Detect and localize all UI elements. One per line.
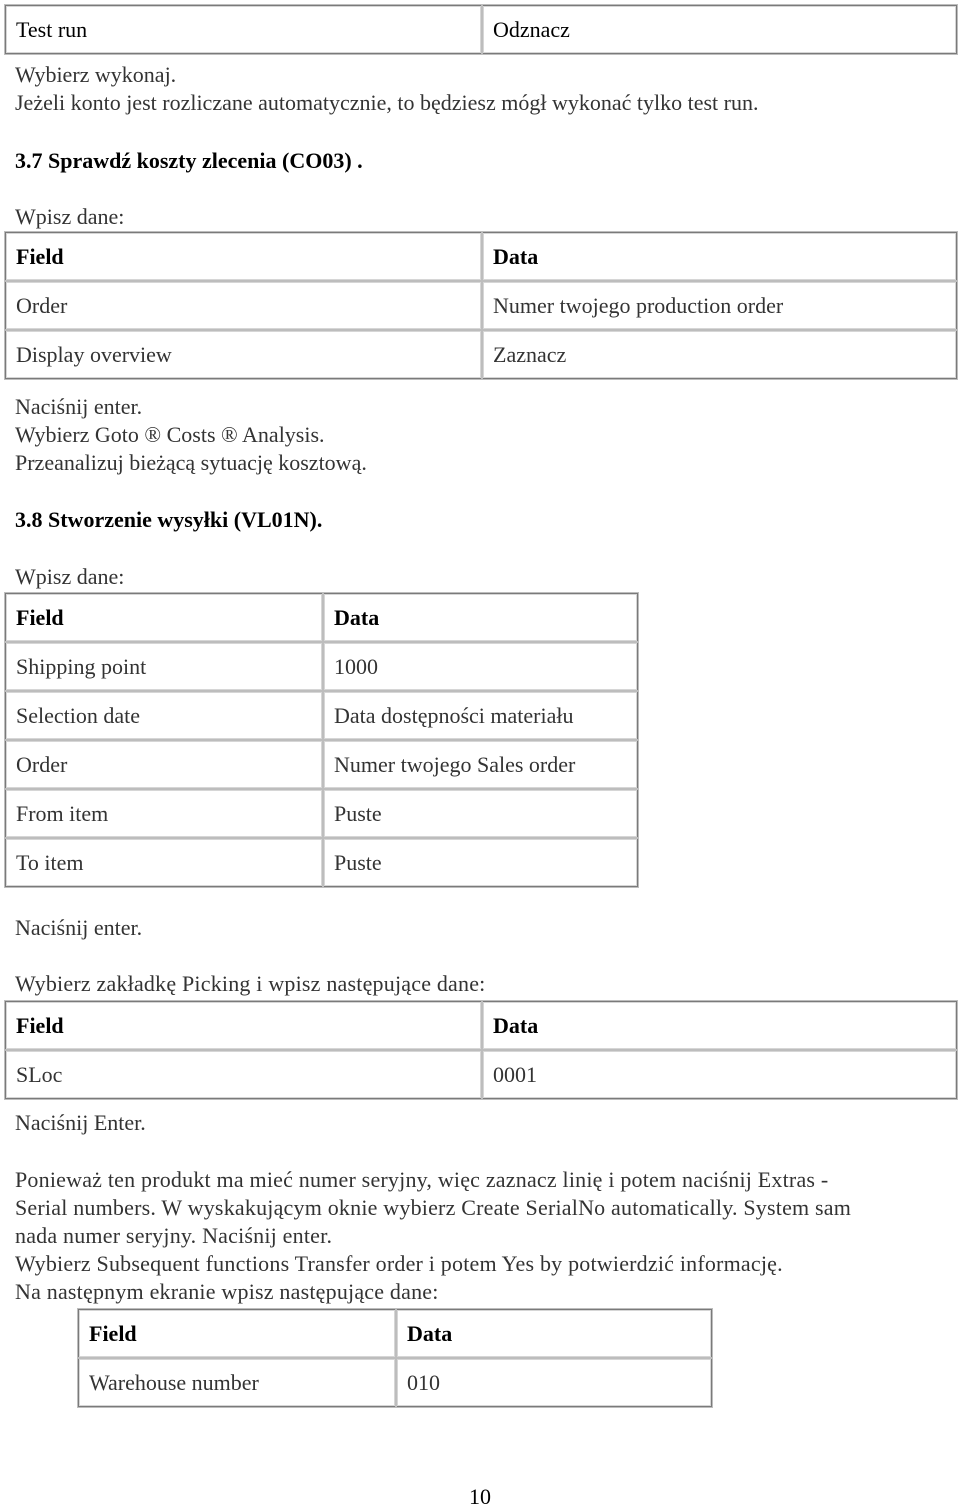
table-cell-data: Numer twojego Sales order [323, 740, 638, 789]
table-cell-data: Odznacz [482, 5, 957, 54]
column-header-data: Data [323, 593, 638, 642]
table-cell-field: Test run [5, 5, 482, 54]
column-header-field: Field [78, 1309, 396, 1358]
table-cell-data: Puste [323, 789, 638, 838]
co03-input-table [5, 232, 957, 379]
table-cell-field: SLoc [5, 1050, 482, 1099]
warehouse-input-table [78, 1309, 712, 1407]
table-cell-field: Warehouse number [78, 1358, 396, 1407]
paragraph-line-5: Na następnym ekranie wpisz następujące dane: [15, 1279, 439, 1304]
table-row [5, 838, 638, 887]
picking-input-table [5, 1001, 957, 1099]
section-3-7-prompt: Wpisz dane: [15, 204, 125, 229]
column-header-data: Data [482, 1001, 957, 1050]
table-row [5, 642, 638, 691]
table-cell-field: Shipping point [5, 642, 323, 691]
table-cell-field: To item [5, 838, 323, 887]
picking-prompt: Wybierz zakładkę Picking i wpisz następujące dane: [15, 971, 486, 996]
table-row [5, 740, 638, 789]
table-cell-field: Display overview [5, 330, 482, 379]
table-cell-field: Selection date [5, 691, 323, 740]
column-header-field: Field [5, 232, 482, 281]
section-3-7-after-line-1: Naciśnij enter. [15, 394, 143, 419]
table-row [78, 1358, 712, 1407]
page-number: 10 [469, 1484, 491, 1509]
table-header-row [5, 1001, 957, 1050]
section-3-7-after-line-3: Przeanalizuj bieżącą sytuację kosztową. [15, 450, 367, 475]
intro-line-1: Wybierz wykonaj. [15, 62, 177, 87]
table-row [5, 789, 638, 838]
table-cell-data: Zaznacz [482, 330, 957, 379]
table-cell-data: Puste [323, 838, 638, 887]
test-run-table [5, 5, 957, 54]
paragraph-line-3: nada numer seryjny. Naciśnij enter. [15, 1223, 333, 1248]
section-heading-3-8: 3.8 Stworzenie wysyłki (VL01N). [15, 507, 323, 532]
table-cell-data: Numer twojego production order [482, 281, 957, 330]
vl01n-input-table [5, 593, 638, 887]
paragraph-line-4: Wybierz Subsequent functions Transfer order i potem Yes by potwierdzić informację. [15, 1251, 783, 1276]
section-heading-3-7: 3.7 Sprawdź koszty zlecenia (CO03) . [15, 148, 363, 173]
section-3-7-after-line-2: Wybierz Goto ® Costs ® Analysis. [15, 422, 325, 447]
table-cell-data: 010 [396, 1358, 712, 1407]
table-header-row [5, 232, 957, 281]
table-row [5, 1050, 957, 1099]
table-cell-data: 1000 [323, 642, 638, 691]
table-row [5, 330, 957, 379]
intro-line-2: Jeżeli konto jest rozliczane automatycznie, to będziesz mógł wykonać tylko test run. [15, 90, 759, 115]
section-3-8-after-line: Naciśnij enter. [15, 915, 143, 940]
picking-after-line: Naciśnij Enter. [15, 1110, 146, 1135]
table-row [5, 281, 957, 330]
table-row [5, 691, 638, 740]
section-3-8-prompt: Wpisz dane: [15, 564, 125, 589]
column-header-field: Field [5, 593, 323, 642]
table-cell-field: From item [5, 789, 323, 838]
table-row [5, 5, 957, 54]
table-cell-field: Order [5, 281, 482, 330]
paragraph-line-1: Ponieważ ten produkt ma mieć numer seryjny, więc zaznacz linię i potem naciśnij Extras - [15, 1167, 829, 1192]
table-header-row [78, 1309, 712, 1358]
column-header-data: Data [396, 1309, 712, 1358]
column-header-data: Data [482, 232, 957, 281]
paragraph-line-2: Serial numbers. W wyskakującym oknie wybierz Create SerialNo automatically. System sam [15, 1195, 852, 1220]
column-header-field: Field [5, 1001, 482, 1050]
table-cell-data: Data dostępności materiału [323, 691, 638, 740]
table-cell-data: 0001 [482, 1050, 957, 1099]
table-header-row [5, 593, 638, 642]
table-cell-field: Order [5, 740, 323, 789]
